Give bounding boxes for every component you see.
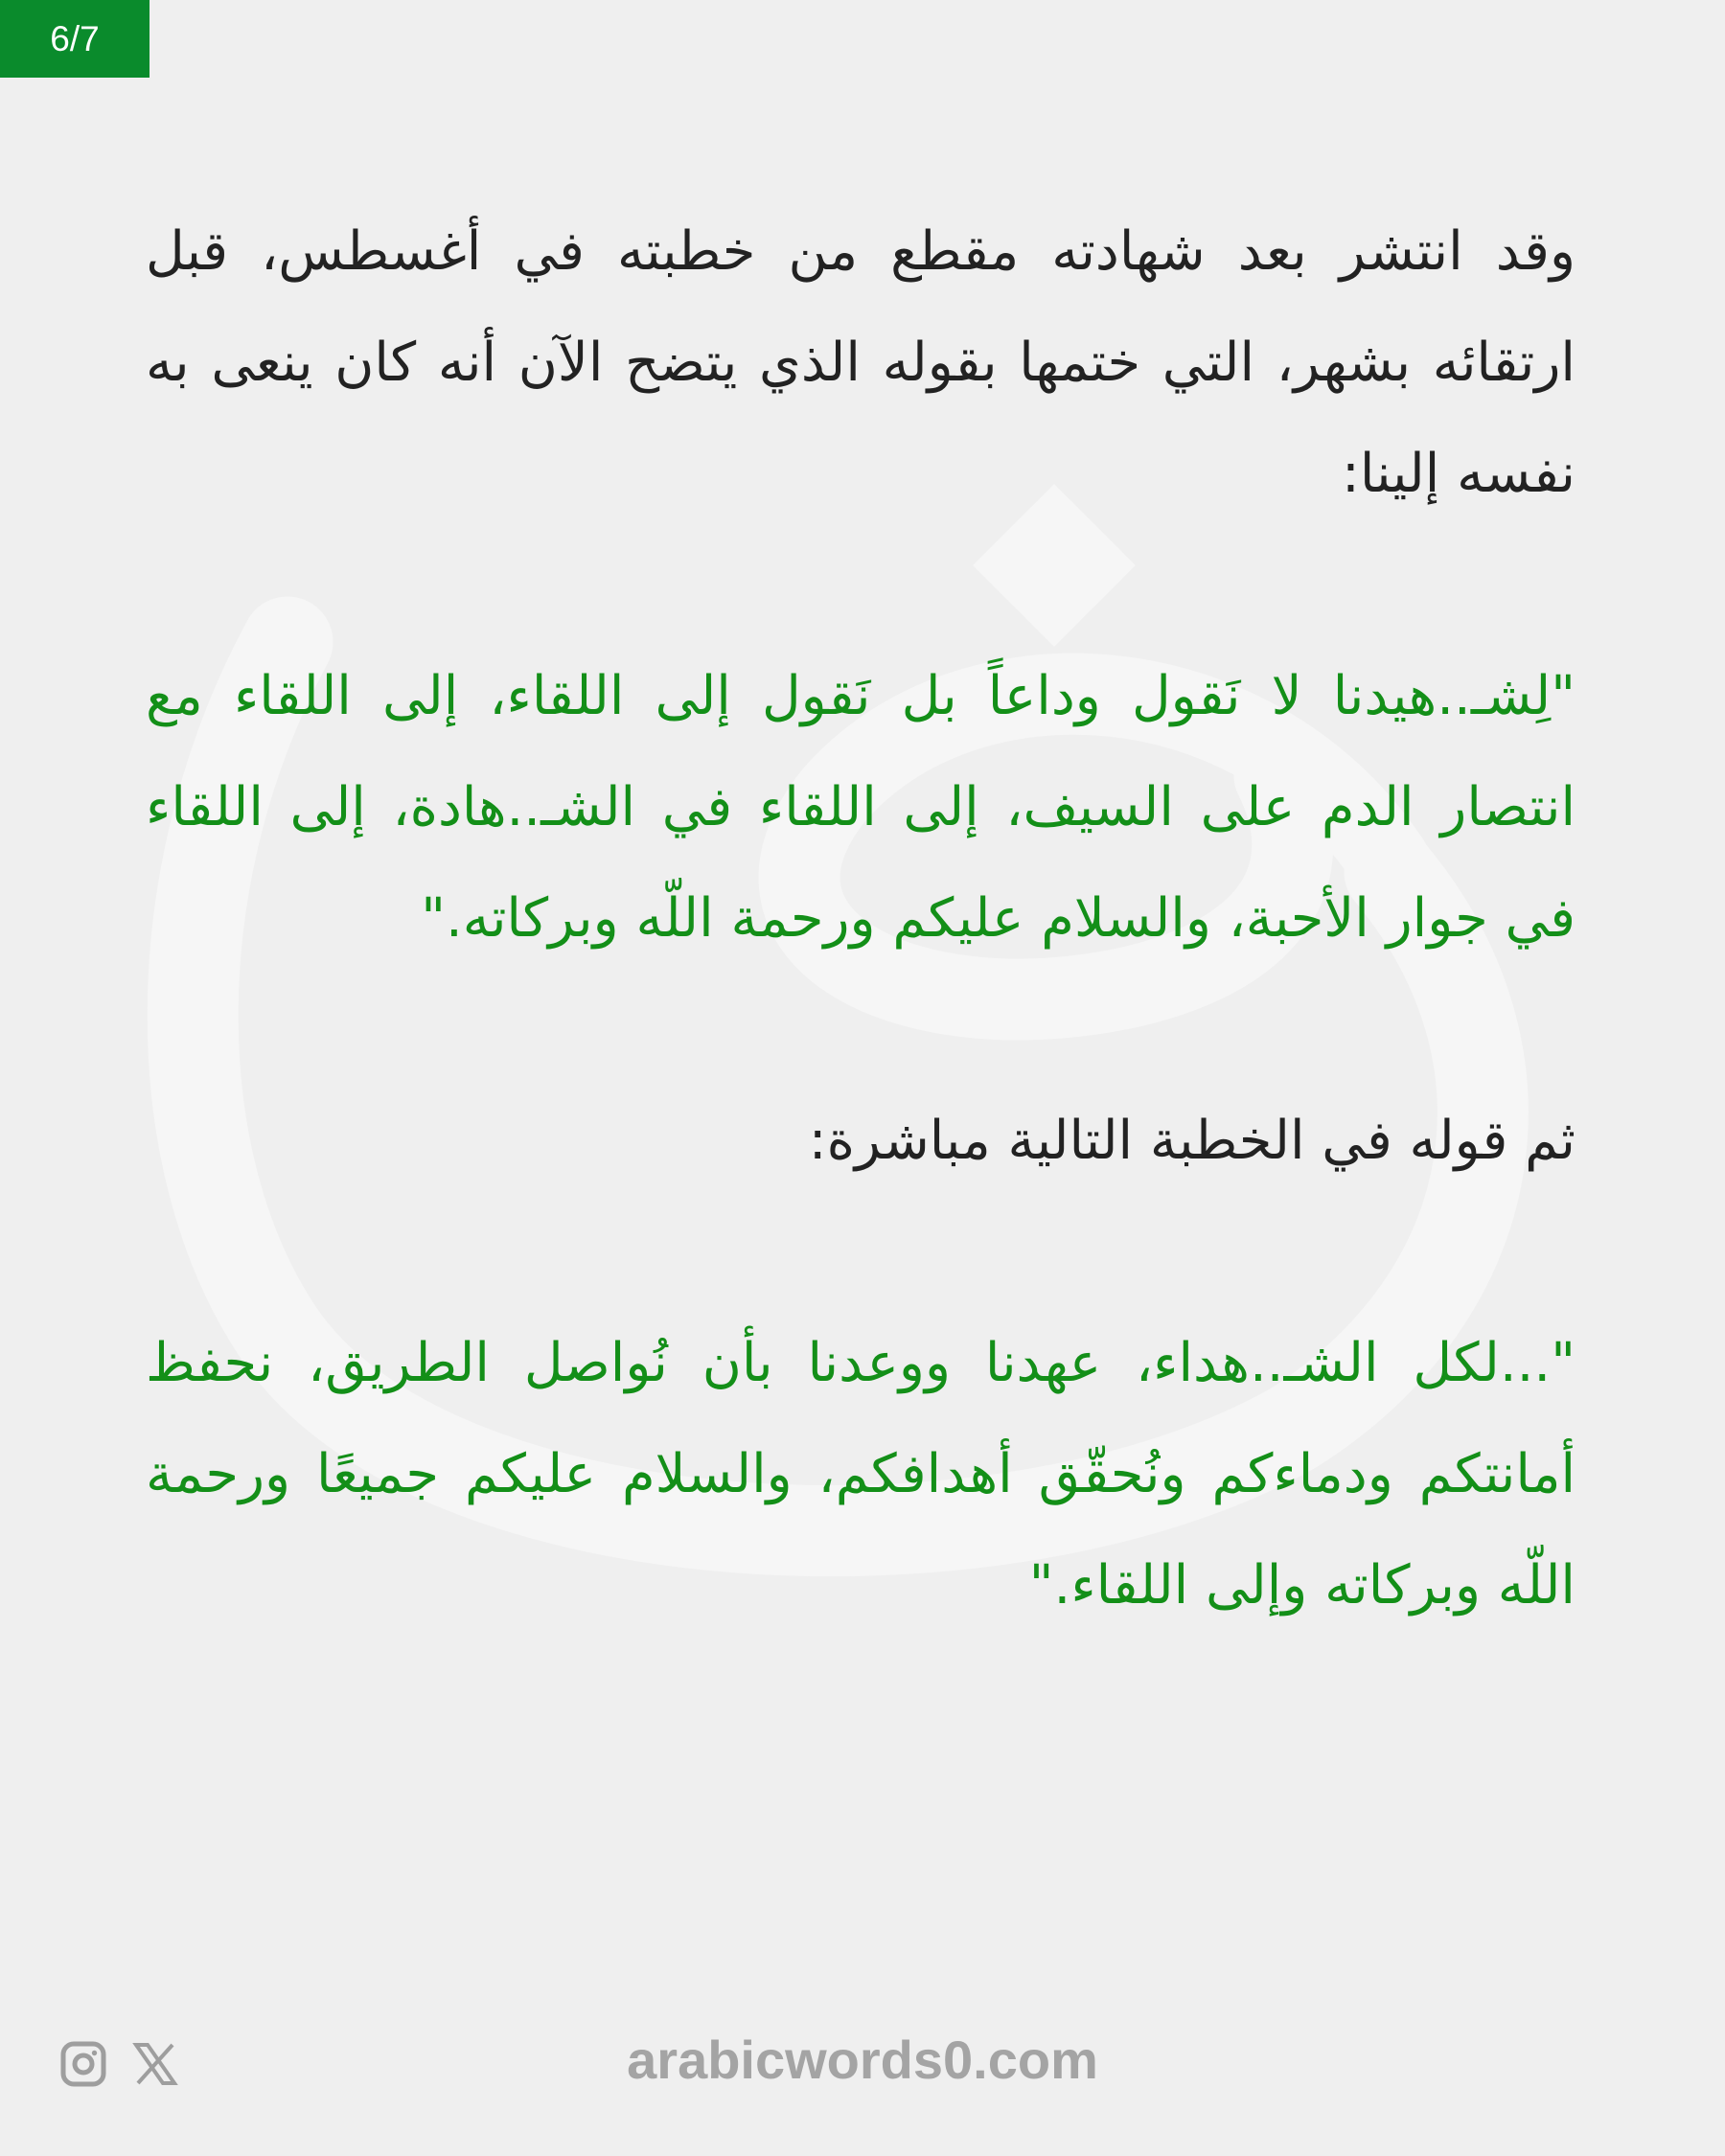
quote-paragraph-2: "...لكل الشـ..هداء، عهدنا ووعدنا بأن نُواصل الطريق، نحفظ أمانتكم ودماءكم ونُحقّق أهدافكم، والسلام عليكم جميعًا ورحمة اللّه وبركاته وإلى اللقاء."	[146, 1332, 1576, 1617]
transition-paragraph: ثم قوله في الخطبة التالية مباشرة:	[808, 1110, 1576, 1172]
intro-paragraph: وقد انتشر بعد شهادته مقطع من خطبته في أغسطس، قبل ارتقائه بشهر، التي ختمها بقوله الذي يتضح الآن أنه كان ينعى به نفسه إلينا:	[146, 220, 1576, 505]
page-indicator: 6/7	[0, 0, 150, 78]
website-link[interactable]: arabicwords0.com	[627, 2030, 1098, 2090]
article-content	[146, 196, 1576, 1641]
footer	[0, 2022, 1725, 2099]
quote-paragraph-1: "لِشـ..هيدنا لا نَقول وداعاً بل نَقول إلى اللقاء، إلى اللقاء مع انتصار الدم على السيف، إلى اللقاء في الشـ..هادة، إلى اللقاء في جوار الأحبة، والسلام عليكم ورحمة اللّه وبركاته."	[146, 665, 1576, 950]
